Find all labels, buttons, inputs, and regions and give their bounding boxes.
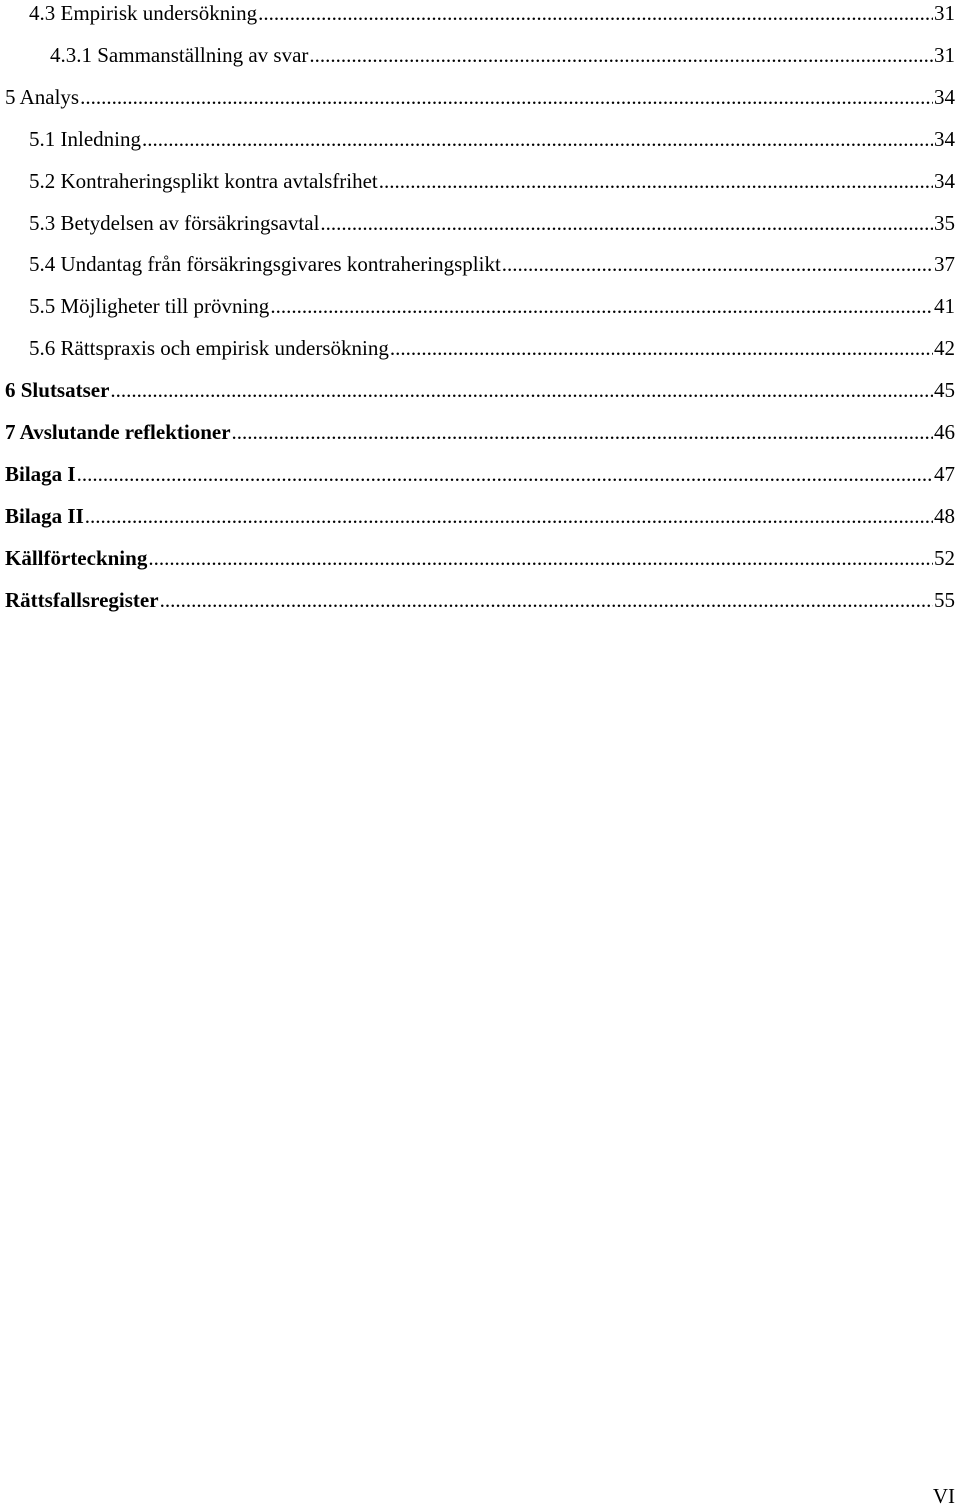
toc-entry[interactable]: [5, 377, 955, 403]
toc-entry-title: Källförteckning: [5, 546, 148, 570]
toc-entry[interactable]: [5, 503, 955, 529]
toc-entry-title: 4.3 Empirisk undersökning: [29, 1, 258, 25]
toc-entry[interactable]: [5, 461, 955, 487]
toc-entry-page: 47: [934, 462, 955, 486]
toc-entry-page: 41: [934, 294, 955, 318]
page-number: VI: [932, 1484, 955, 1508]
toc-dot-leader: [77, 461, 933, 487]
toc-entry-page: 46: [934, 420, 955, 444]
toc-entry-page: 34: [934, 85, 955, 109]
toc-entry-title: 6 Slutsatser: [5, 378, 110, 402]
toc-entry-title: Bilaga I: [5, 462, 76, 486]
toc-entry-title: 5 Analys: [5, 85, 80, 109]
toc-entry-page: 55: [934, 588, 955, 612]
toc-entry-page: 42: [934, 336, 955, 360]
toc-entry-title: Rättsfallsregister: [5, 588, 159, 612]
toc-entry-page: 34: [934, 169, 955, 193]
toc-entry-title: Bilaga II: [5, 504, 84, 528]
toc-entry-page: 52: [934, 546, 955, 570]
toc-entry-page: 34: [934, 127, 955, 151]
toc-entry-title: 5.6 Rättspraxis och empirisk undersökning: [29, 336, 389, 360]
toc-dot-leader: [80, 84, 933, 110]
toc-entry[interactable]: [5, 587, 955, 613]
toc-entry[interactable]: [29, 168, 955, 194]
toc-entry[interactable]: [5, 84, 955, 110]
toc-entry-page: 37: [934, 252, 955, 276]
toc-entry-title: 5.5 Möjligheter till prövning: [29, 294, 270, 318]
toc-entry[interactable]: [5, 545, 955, 571]
toc-dot-leader: [309, 42, 933, 68]
toc-entry[interactable]: [29, 335, 955, 361]
toc-dot-leader: [160, 587, 933, 613]
toc-entry[interactable]: [50, 42, 955, 68]
toc-dot-leader: [85, 503, 933, 529]
toc-dot-leader: [148, 545, 933, 571]
toc-dot-leader: [142, 126, 933, 152]
toc-entry[interactable]: [29, 293, 955, 319]
toc-entry-title: 5.1 Inledning: [29, 127, 141, 151]
toc-dot-leader: [390, 335, 933, 361]
toc-dot-leader: [502, 251, 933, 277]
toc-dot-leader: [232, 419, 933, 445]
toc-entry-page: 45: [934, 378, 955, 402]
toc-entry-page: 35: [934, 211, 955, 235]
toc-dot-leader: [320, 210, 933, 236]
toc-entry-page: 48: [934, 504, 955, 528]
toc-dot-leader: [270, 293, 933, 319]
toc-entry-title: 5.4 Undantag från försäkringsgivares kontraheringsplikt: [29, 252, 501, 276]
toc-dot-leader: [110, 377, 933, 403]
toc-entry-page: 31: [934, 43, 955, 67]
toc-entry[interactable]: [5, 419, 955, 445]
toc-dot-leader: [379, 168, 933, 194]
toc-entry[interactable]: [29, 0, 955, 26]
toc-dot-leader: [258, 0, 933, 26]
toc-entry-title: 7 Avslutande reflektioner: [5, 420, 231, 444]
toc-entry[interactable]: [29, 251, 955, 277]
toc-entry-title: 5.2 Kontraheringsplikt kontra avtalsfrihet: [29, 169, 378, 193]
toc-entry-title: 5.3 Betydelsen av försäkringsavtal: [29, 211, 320, 235]
toc-entry[interactable]: [29, 126, 955, 152]
toc-entry[interactable]: [29, 210, 955, 236]
toc-entry-title: 4.3.1 Sammanställning av svar: [50, 43, 309, 67]
toc-entry-page: 31: [934, 1, 955, 25]
